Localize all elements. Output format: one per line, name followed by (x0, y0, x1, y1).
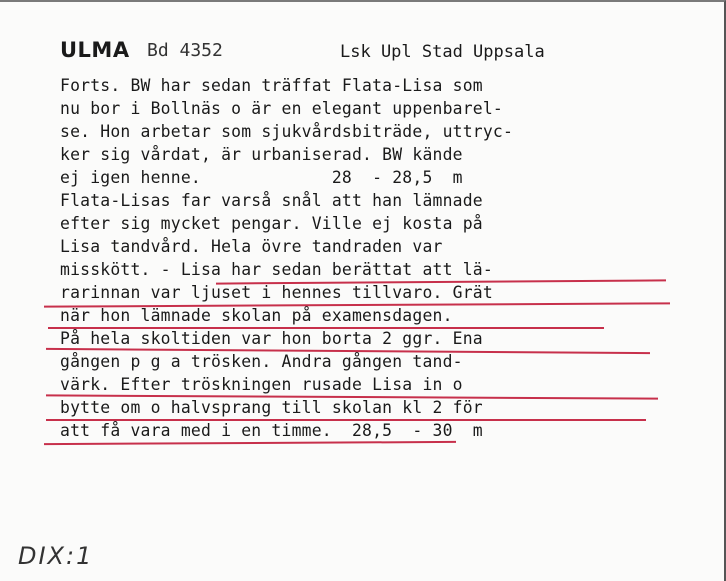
archive-label: ULMA (60, 38, 130, 62)
archive-signum-note: DIX:1 (18, 542, 94, 570)
text-line-14: värk. Efter tröskningen rusade Lisa in o (60, 375, 463, 394)
red-underline (44, 441, 456, 445)
text-line-8: Lisa tandvård. Hela övre tandraden var (60, 237, 443, 256)
text-line-9: misskött. - Lisa har sedan berättat att lä- (60, 260, 493, 279)
text-line-12: På hela skoltiden var hon borta 2 ggr. Ena (60, 329, 483, 348)
text-line-10: rarinnan var ljuset i hennes tillvaro. Grät (60, 283, 493, 302)
text-line-4: ker sig vårdat, är urbaniserad. BW kände (60, 145, 463, 164)
text-line-1: Forts. BW har sedan träffat Flata-Lisa som (60, 76, 483, 95)
text-line-7: efter sig mycket pengar. Ville ej kosta på (60, 214, 483, 233)
red-underline (48, 327, 604, 329)
text-line-3: se. Hon arbetar som sjukvårdsbiträde, uttryc- (60, 122, 514, 141)
text-line-16: att få vara med i en timme. 28,5 - 30 m (60, 421, 483, 440)
card-header (60, 38, 680, 68)
text-line-6: Flata-Lisas far varså snål att han lämnade (60, 191, 483, 210)
red-underline (46, 419, 646, 421)
volume-label: Bd 4352 (147, 40, 223, 61)
text-line-15: bytte om o halvsprang till skolan kl 2 för (60, 398, 483, 417)
text-line-2: nu bor i Bollnäs o är en elegant uppenbarel- (60, 99, 503, 118)
parish-label: Lsk Upl Stad Uppsala (340, 42, 545, 62)
text-line-5: ej igen henne. 28 - 28,5 m (60, 168, 463, 187)
text-line-13: gången p g a trösken. Andra gången tand- (60, 352, 463, 371)
text-line-11: när hon lämnade skolan på examensdagen. (60, 306, 453, 325)
